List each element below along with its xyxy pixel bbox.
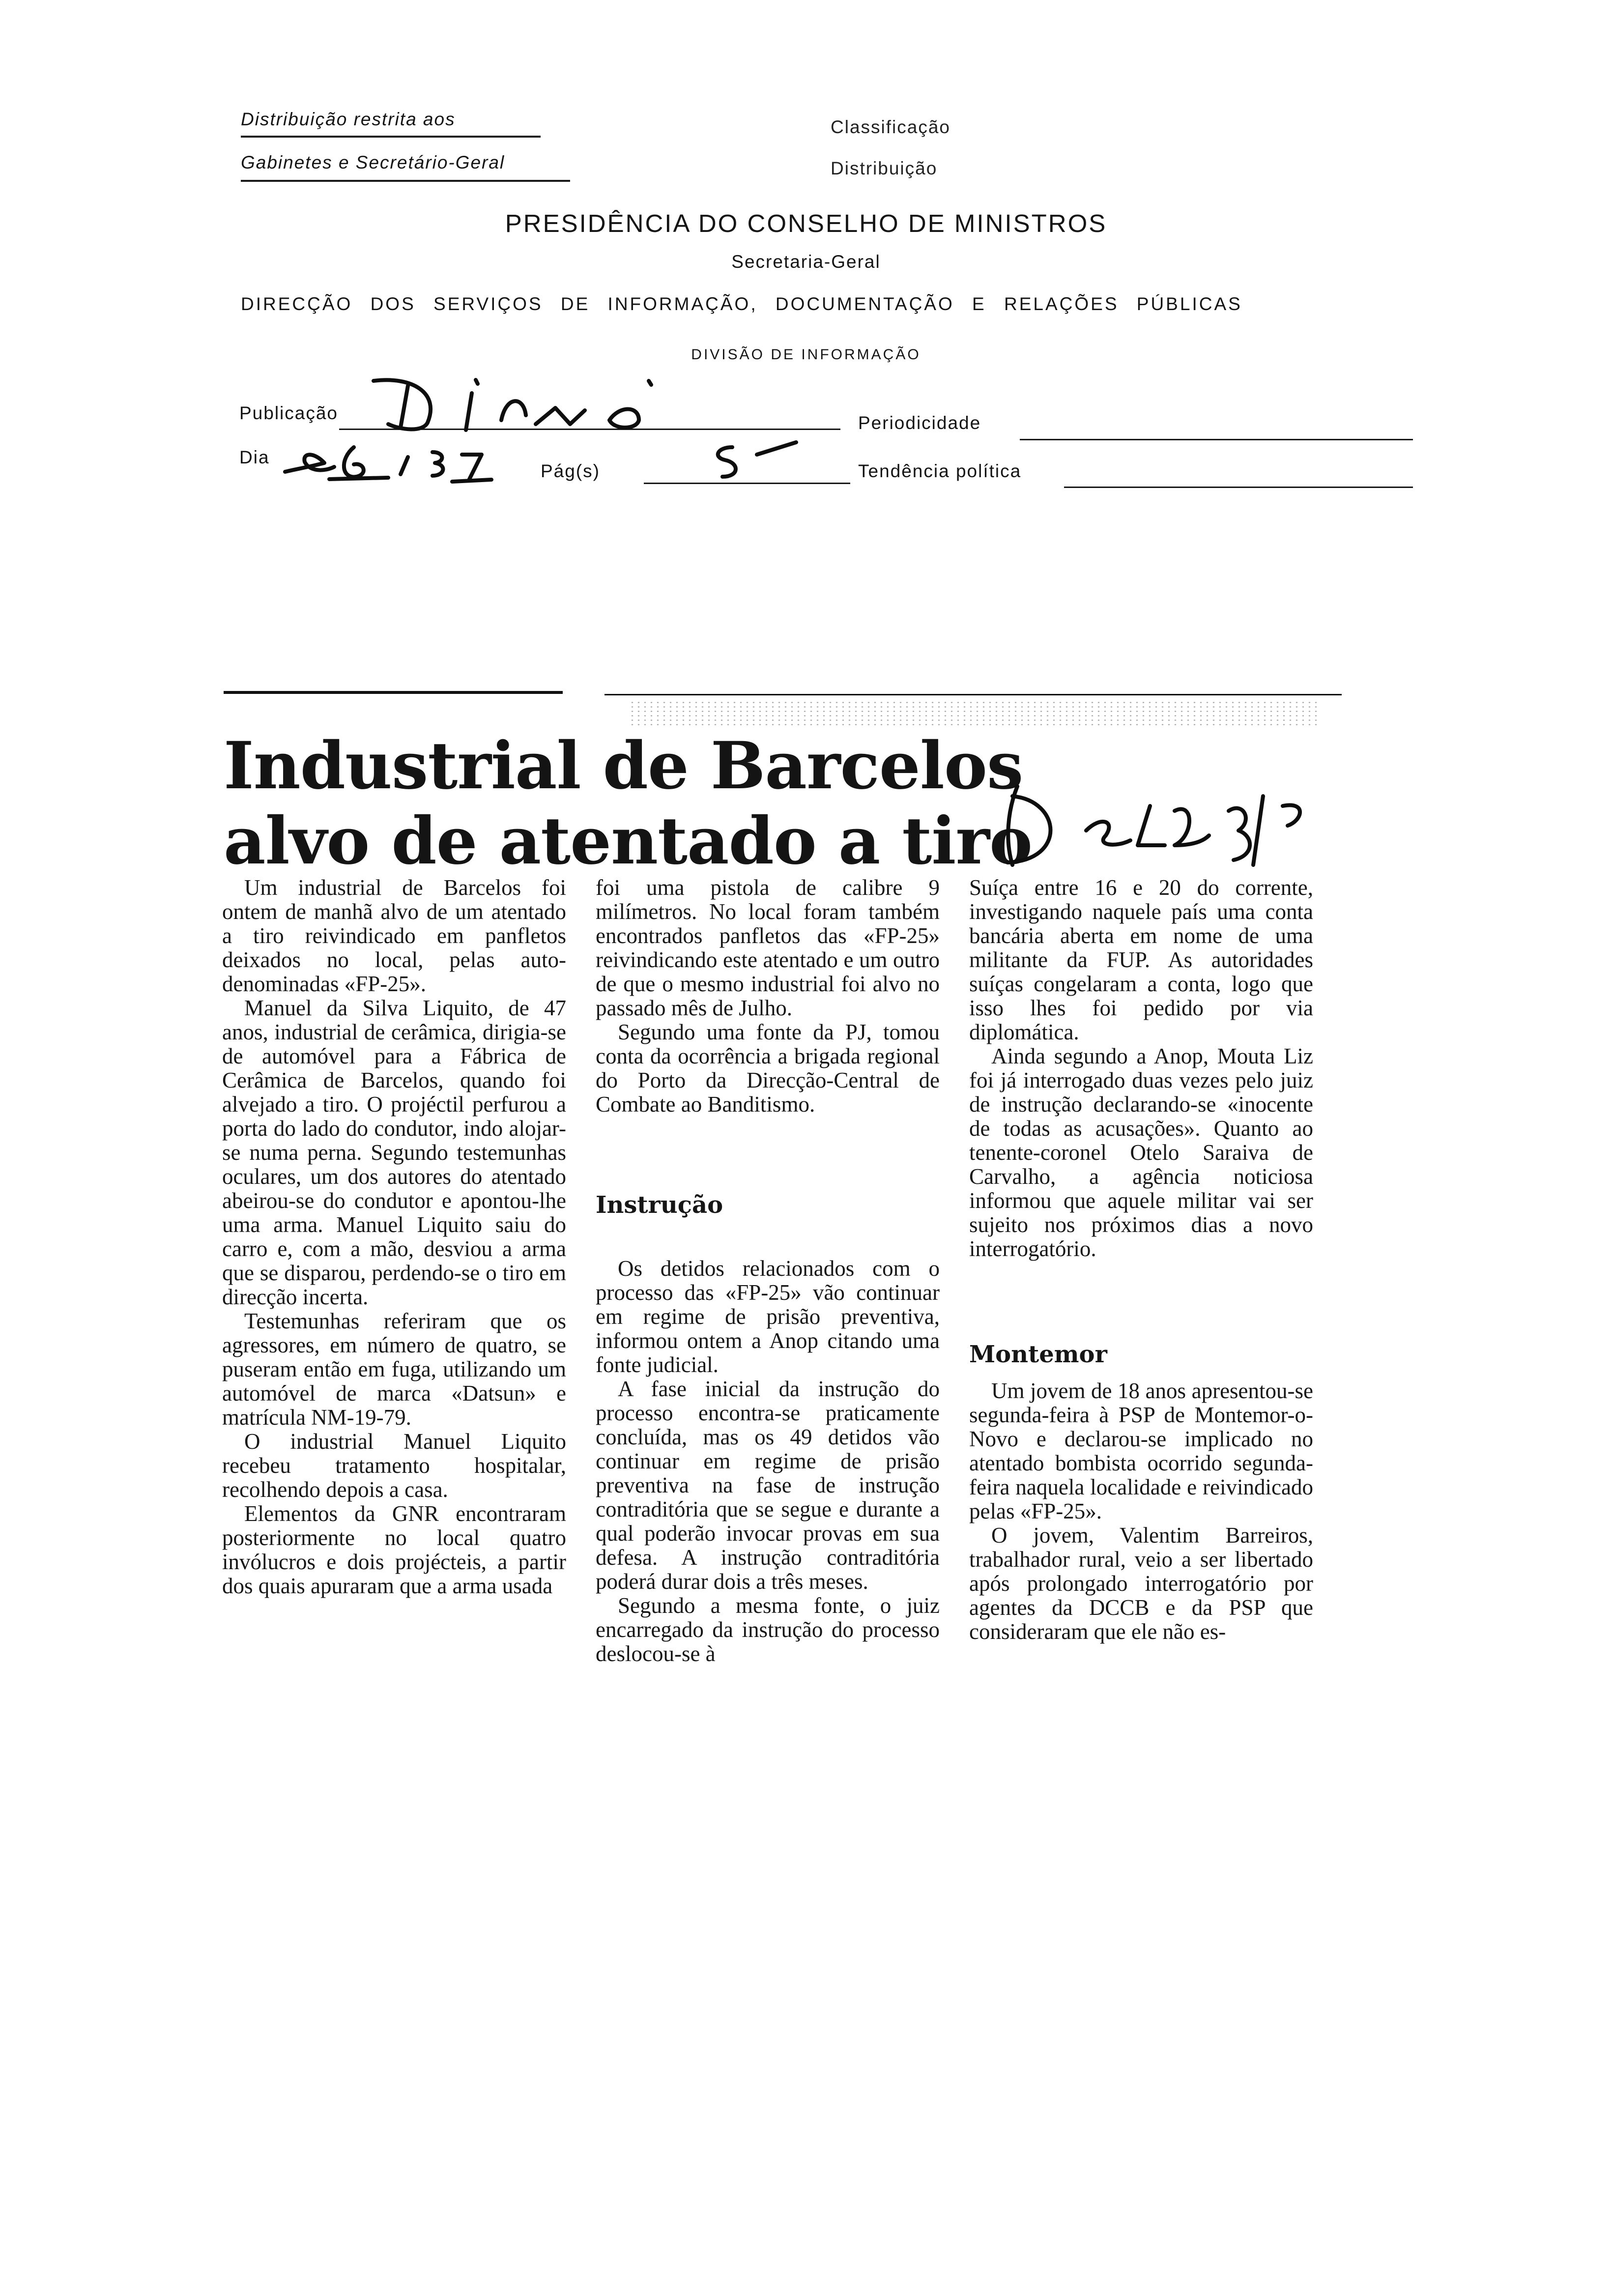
- handwritten-annotation: [988, 767, 1322, 880]
- paragraph: A fase inicial da instrução do processo encontra-se praticamente concluída, mas os 49 detidos vão continuar em regime de prisão preventiva na fase de instrução contraditória que se segue e durante a qual poderão invocar provas em sua defesa. A instrução contraditória poderá durar dois a três meses.: [596, 1377, 940, 1594]
- article-headline-line2: alvo de atentado a tiro: [224, 803, 1033, 879]
- day-handwriting: [275, 432, 550, 491]
- article-column-3: [969, 876, 1313, 1644]
- periodicity-label: Periodicidade: [858, 413, 981, 433]
- paragraph: O industrial Manuel Liquito recebeu tratamento hospitalar, recolhendo depois a casa.: [222, 1429, 566, 1502]
- tendency-label: Tendência política: [858, 461, 1022, 481]
- page-label: Pág(s): [541, 461, 600, 481]
- divider: [241, 136, 541, 138]
- distribution-label: Distribuição: [831, 158, 938, 178]
- paragraph: O jovem, Valentim Barreiros, trabalhador rural, veio a ser libertado após prolongado interrogatório por agentes da DCCB e da PSP que consideraram que ele não es-: [969, 1523, 1313, 1644]
- day-label: Dia: [239, 447, 270, 467]
- paragraph: foi uma pistola de calibre 9 milímetros. No local foram também encontrados panfletos das «FP-25» reivindicando este atentado e um outro de que o mesmo industrial foi alvo no passado mês de Julho.: [596, 875, 940, 1020]
- article-headline-line1: Industrial de Barcelos: [224, 728, 1023, 804]
- periodicity-field-line: [1020, 439, 1413, 440]
- paragraph: Suíça entre 16 e 20 do corrente, investigando naquele país uma conta bancária aberta em nome de uma militante da FUP. As autoridades suíças congelaram a conta, logo que isso lhes foi pedido por via diplomática.: [969, 875, 1313, 1044]
- article-top-rule-left: [224, 691, 563, 694]
- publication-label: Publicação: [239, 403, 339, 423]
- page-handwriting: [698, 428, 806, 487]
- org-subtitle: Secretaria-Geral: [731, 252, 881, 272]
- paragraph: Elementos da GNR encontraram posteriormente no local quatro invólucros e dois projécteis, a partir dos quais apuraram que a arma usada: [222, 1501, 566, 1598]
- paragraph: Testemunhas referiram que os agressores, em número de quatro, se puseram então em fuga, utilizando um automóvel de marca «Datsun» e matrícula NM-19-79.: [222, 1309, 566, 1430]
- divider: [241, 180, 570, 182]
- paragraph: Um industrial de Barcelos foi ontem de manhã alvo de um atentado a tiro reivindicado em panfletos deixados no local, pelas auto-denominadas «FP-25».: [222, 875, 566, 996]
- article-column-2: [596, 876, 940, 1666]
- article-top-rule-right: [604, 694, 1342, 695]
- paragraph: Um jovem de 18 anos apresentou-se segunda-feira à PSP de Montemor-o-Novo e declarou-se implicado no atentado bombista ocorrido segunda-feira naquela localidade e reivindicado pelas «FP-25».: [969, 1378, 1313, 1523]
- classification-label: Classificação: [831, 117, 950, 137]
- subheading-instrucao: Instrução: [596, 1191, 723, 1219]
- print-noise: [629, 700, 1317, 727]
- paragraph: Segundo uma fonte da PJ, tomou conta da ocorrência a brigada regional do Porto da Direcção-Central de Combate ao Banditismo.: [596, 1020, 940, 1117]
- paragraph: Ainda segundo a Anop, Mouta Liz foi já interrogado duas vezes pelo juiz de instrução declarando-se «inocente de todas as acusações». Quanto ao tenente-coronel Otelo Saraiva de Carvalho, a agência noticiosa informou que aquele militar vai ser sujeito nos próximos dias a novo interrogatório.: [969, 1044, 1313, 1261]
- article-column-1: [222, 876, 566, 1598]
- paragraph: Manuel da Silva Liquito, de 47 anos, industrial de cerâmica, dirigia-se de automóvel para a Fábrica de Cerâmica de Barcelos, quando foi alvejado a tiro. O projéctil perfurou a porta do lado do condutor, indo alojar-se numa perna. Segundo testemunhas oculares, um dos autores do atentado abeirou-se do condutor e apontou-lhe uma arma. Manuel Liquito saiu do carro e, com a mão, desviou a arma que se disparou, perdendo-se o tiro em direcção incerta.: [222, 996, 566, 1309]
- directorate-title: DIRECÇÃO DOS SERVIÇOS DE INFORMAÇÃO, DOCUMENTAÇÃO E RELAÇÕES PÚBLICAS: [241, 294, 1242, 314]
- subheading-montemor: Montemor: [969, 1341, 1107, 1368]
- paragraph: Segundo a mesma fonte, o juiz encarregado da instrução do processo deslocou-se à: [596, 1593, 940, 1666]
- distribution-restriction-line2: Gabinetes e Secretário-Geral: [241, 152, 505, 172]
- division-title: DIVISÃO DE INFORMAÇÃO: [691, 346, 921, 363]
- paragraph: Os detidos relacionados com o processo das «FP-25» vão continuar em regime de prisão preventiva, informou ontem a Anop citando uma fonte judicial.: [596, 1256, 940, 1377]
- distribution-restriction-line1: Distribuição restrita aos: [241, 109, 456, 129]
- tendency-field-line: [1064, 487, 1413, 488]
- org-title: PRESIDÊNCIA DO CONSELHO DE MINISTROS: [505, 209, 1107, 237]
